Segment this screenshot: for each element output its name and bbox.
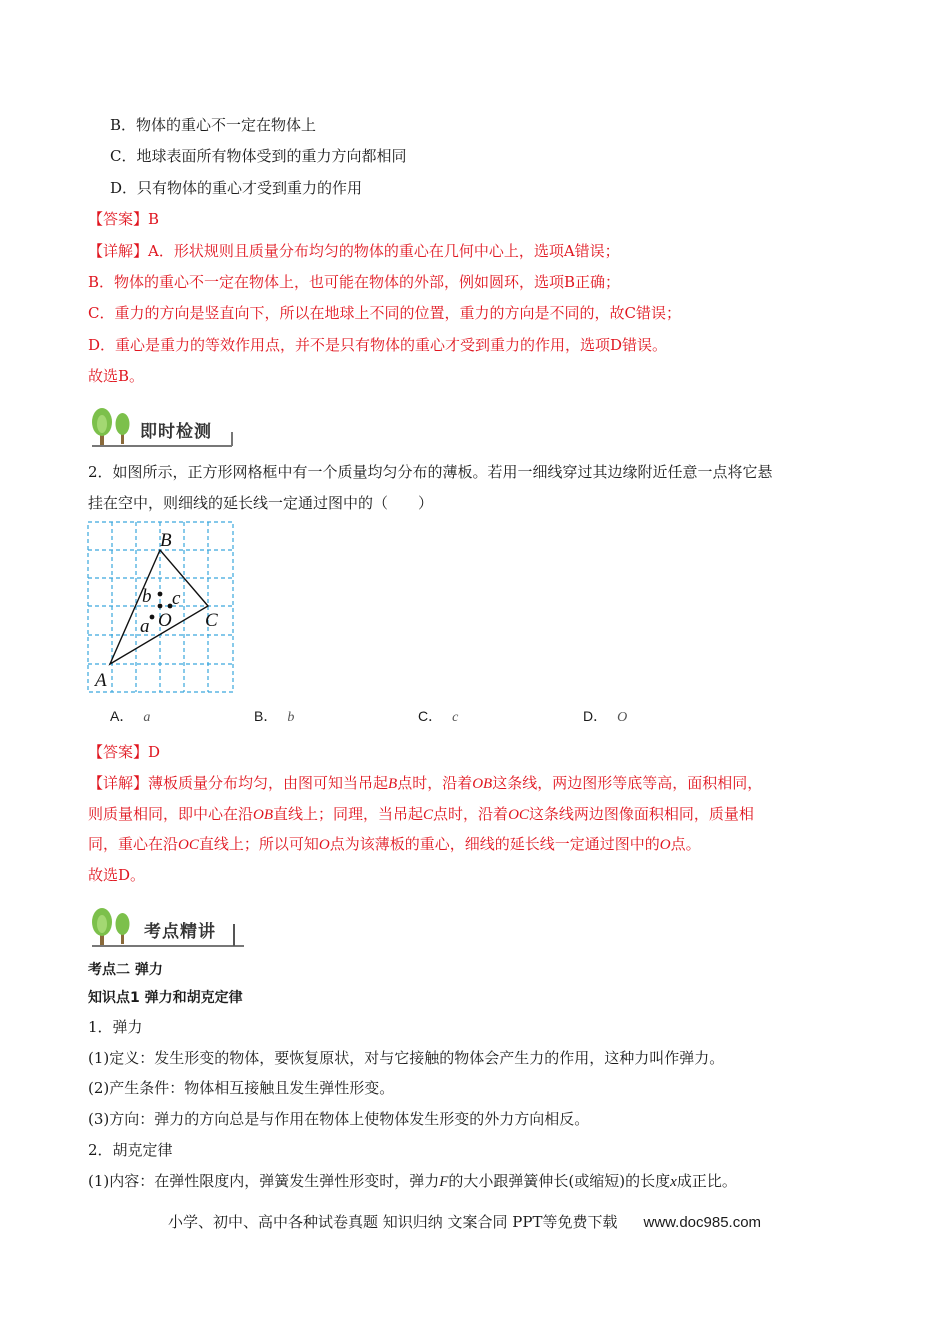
section-banner-key-points — [88, 902, 258, 950]
conclusion: 故选B。 — [88, 367, 145, 385]
point-a — [150, 615, 155, 620]
footer-url[interactable]: www.doc985.com — [643, 1214, 762, 1231]
paragraph-1: 1．弹力 — [88, 1018, 143, 1036]
answer-value: D — [148, 743, 161, 761]
option-d: D．只有物体的重心才受到重力的作用 — [110, 179, 363, 197]
choice-value: b — [287, 710, 295, 725]
banner-title: 考点精讲 — [144, 922, 216, 942]
choice-value: c — [452, 710, 459, 725]
paragraph-5: 2．胡克定律 — [88, 1141, 173, 1159]
grid-triangle-figure — [86, 520, 236, 695]
detail-line-1 — [88, 240, 620, 262]
q2-detail-line-2 — [88, 803, 754, 826]
detail-line-3: C．重力的方向是竖直向下，所以在地球上不同的位置，重力的方向是不同的，故C错误； — [88, 304, 681, 322]
detail-line-2: B．物体的重心不一定在物体上，也可能在物体的外部，例如圆环，选项B正确； — [88, 273, 621, 291]
option-c: C．地球表面所有物体受到的重力方向都相同 — [110, 147, 407, 165]
choice-key: B． — [254, 708, 278, 724]
q2-answer-line — [88, 741, 160, 763]
text: 点时，沿着 — [397, 774, 473, 792]
var: O — [659, 837, 671, 853]
page-footer — [168, 1211, 761, 1232]
var: C — [423, 807, 434, 823]
text: 这条线两边图像面积相同，质量相 — [528, 805, 754, 823]
var: B — [388, 776, 398, 792]
answer-line — [88, 208, 159, 230]
var: OC — [508, 807, 529, 823]
choice-b — [254, 706, 294, 726]
text: (1)内容：在弹性限度内，弹簧发生弹性形变时，弹力 — [88, 1172, 440, 1190]
section-banner-instant-check — [88, 402, 248, 450]
choice-d — [583, 706, 627, 726]
section-subheading: 知识点1 弹力和胡克定律 — [88, 990, 243, 1006]
text: 的大小跟弹簧伸长(或缩短)的长度 — [448, 1172, 671, 1190]
choice-value: O — [617, 710, 628, 725]
label-c: c — [172, 588, 181, 609]
label-O: O — [158, 610, 172, 631]
point-o — [158, 604, 163, 609]
detail-label: 【详解】 — [88, 774, 149, 792]
answer-label: 【答案】 — [88, 210, 149, 228]
q2-stem-line-1: 2．如图所示，正方形网格框中有一个质量均匀分布的薄板。若用一细线穿过其边缘附近任意一点将它悬 — [88, 463, 773, 481]
paragraph-6 — [88, 1170, 737, 1193]
footer-text: 小学、初中、高中各种试卷真题 知识归纳 文案合同 PPT等免费下载 — [168, 1213, 618, 1231]
text: 点为该薄板的重心，细线的延长线一定通过图中的 — [329, 835, 660, 853]
section-heading: 考点二 弹力 — [88, 962, 163, 978]
answer-label: 【答案】 — [88, 743, 149, 761]
text: 则质量相同，即中心在沿 — [88, 805, 254, 823]
choice-a — [110, 706, 150, 726]
option-b: B．物体的重心不一定在物体上 — [110, 116, 317, 134]
var: O — [318, 837, 330, 853]
choice-key: C． — [418, 708, 443, 724]
text: 同，重心在沿 — [88, 835, 179, 853]
detail-label: 【详解】 — [88, 242, 149, 260]
var: F — [439, 1174, 449, 1190]
q2-conclusion: 故选D。 — [88, 866, 146, 884]
paragraph-2: (1)定义：发生形变的物体，要恢复原状，对与它接触的物体会产生力的作用，这种力叫作弹力。 — [88, 1049, 725, 1067]
detail-line-4: D．重心是重力的等效作用点，并不是只有物体的重心才受到重力的作用，选项D错误。 — [88, 336, 668, 354]
text: 薄板质量分布均匀，由图可知当吊起 — [148, 774, 389, 792]
q2-detail-line-3 — [88, 833, 701, 856]
var: OC — [178, 837, 199, 853]
label-a: a — [140, 616, 150, 637]
label-C: C — [205, 610, 218, 631]
var: x — [670, 1174, 677, 1190]
var: OB — [472, 776, 493, 792]
paragraph-4: (3)方向：弹力的方向总是与作用在物体上使物体发生形变的外力方向相反。 — [88, 1110, 590, 1128]
q2-detail-line-1 — [88, 772, 762, 795]
answer-value: B — [148, 210, 160, 228]
label-B: B — [160, 530, 172, 551]
choice-value: a — [143, 710, 151, 725]
choice-key: A． — [110, 708, 134, 724]
text: 点时，沿着 — [433, 805, 509, 823]
text: 成正比。 — [676, 1172, 737, 1190]
text: 直线上；所以可知 — [198, 835, 319, 853]
q2-stem-line-2: 挂在空中，则细线的延长线一定通过图中的（ ） — [88, 494, 434, 512]
detail-text: A．形状规则且质量分布均匀的物体的重心在几何中心上，选项A错误； — [148, 242, 620, 260]
choice-c — [418, 706, 458, 726]
point-b — [158, 592, 163, 597]
text: 直线上；同理，当吊起 — [273, 805, 424, 823]
label-A: A — [95, 670, 107, 691]
banner-title: 即时检测 — [140, 422, 212, 442]
text: 点。 — [670, 835, 701, 853]
text: 这条线，两边图形等底等高，面积相同， — [492, 774, 763, 792]
paragraph-3: (2)产生条件：物体相互接触且发生弹性形变。 — [88, 1079, 395, 1097]
var: OB — [253, 807, 274, 823]
choice-key: D． — [583, 708, 608, 724]
label-b: b — [142, 586, 152, 607]
